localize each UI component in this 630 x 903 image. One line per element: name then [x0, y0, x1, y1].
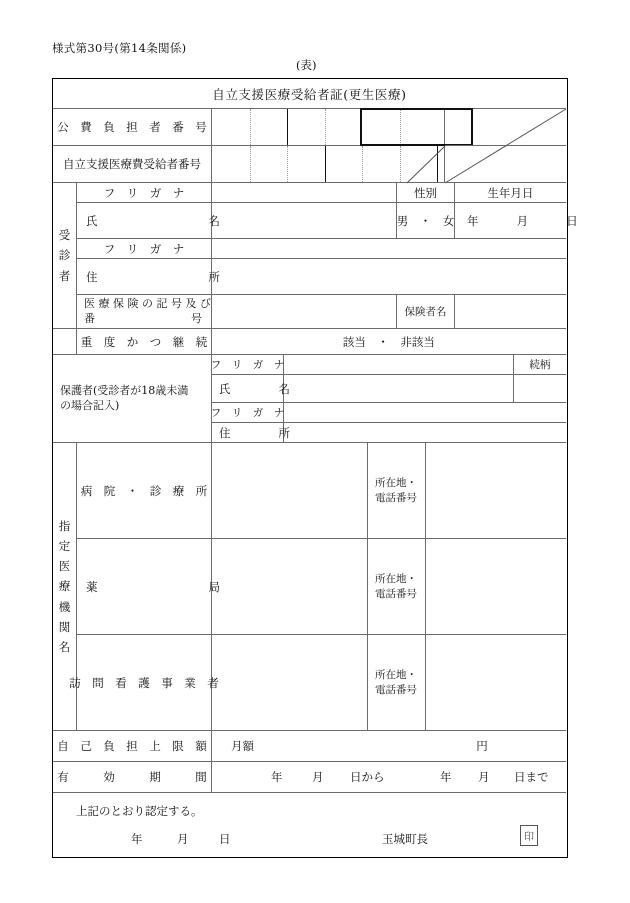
institution-pharmacy-addr-label: 所在地・ 電話番号 [375, 573, 417, 600]
guardian-address-furigana-label: フ リ ガ ナ [210, 407, 285, 419]
patient-insurer-label-cell [397, 295, 455, 329]
validity-label-cell [53, 762, 212, 793]
patient-furigana-label-cell [77, 183, 212, 203]
patient-name-input[interactable] [212, 203, 397, 239]
patient-insurer-input[interactable] [455, 295, 566, 329]
copay-monthly-label: 月額 [231, 739, 254, 753]
public-payer-label: 公 費 負 担 者 番 号 [57, 120, 207, 134]
issuer-name: 玉城町長 [382, 832, 428, 846]
patient-address-label: 住 所 [86, 269, 220, 284]
seal-text: 印 [524, 832, 534, 843]
guardian-address-label: 住 所 [219, 425, 290, 440]
patient-section-label [53, 183, 77, 329]
institution-nursing-name-input[interactable] [212, 635, 368, 731]
severe-value: 該当 ・ 非該当 [342, 334, 435, 349]
guardian-name-input[interactable] [284, 375, 514, 403]
recipient-number-void-slash [212, 146, 445, 183]
guardian-address-label-cell [212, 423, 290, 443]
validity-from-day: 日から [350, 770, 385, 784]
validity-to-year: 年 [440, 770, 452, 784]
guardian-name-label-cell [212, 375, 290, 403]
patient-birth-units: 年 月 日 [467, 213, 578, 228]
institution-nursing-addr-label-cell [368, 635, 426, 731]
patient-furigana-label: フ リ ガ ナ [103, 185, 185, 200]
void-area-diagonal [445, 109, 566, 183]
institution-hospital-addr-label: 所在地・ 電話番号 [375, 477, 417, 504]
patient-name-label: 氏 名 [86, 213, 220, 228]
severe-label-cell [77, 329, 212, 355]
patient-gender-value: 男 ・ 女 [396, 213, 455, 228]
form-number: 様式第30号(第14条関係) [52, 41, 187, 55]
severe-choice[interactable] [212, 329, 566, 355]
severe-label: 重 度 か つ 継 続 [80, 334, 208, 349]
guardian-relation-header-cell [514, 355, 566, 375]
institution-pharmacy-name-input[interactable] [212, 539, 368, 635]
document-title: 自立支援医療受給者証(更生医療) [212, 86, 407, 102]
institution-hospital-addr-label-cell [368, 443, 426, 539]
certify-text: 上記のとおり認定する。 [76, 804, 203, 818]
guardian-relation-input[interactable] [514, 375, 566, 403]
guardian-section-label-cell [53, 355, 212, 443]
validity-label: 有 効 期 間 [57, 770, 207, 784]
patient-address-furigana-label: フ リ ガ ナ [103, 241, 185, 256]
institution-pharmacy-label-cell [77, 539, 220, 635]
patient-birth-input[interactable] [455, 203, 578, 239]
guardian-section-label: 保護者(受診者が18歳未満 の場合記入) [60, 383, 189, 412]
copay-unit-label: 円 [476, 739, 488, 753]
patient-address-furigana-label-cell [77, 239, 212, 259]
guardian-address-furigana-input[interactable] [284, 403, 566, 423]
recipient-number-digits[interactable] [212, 146, 445, 183]
patient-gender-header-cell [397, 183, 455, 203]
side-marker: (表) [296, 58, 317, 72]
patient-section-label-tail [53, 329, 77, 355]
certificate-table [52, 78, 578, 858]
institution-pharmacy-label: 薬 局 [86, 579, 220, 594]
recipient-number-label-cell [53, 146, 212, 183]
patient-insurer-label: 保険者名 [404, 306, 447, 318]
seal-box [520, 825, 538, 846]
patient-insurance-input[interactable] [212, 295, 397, 329]
validity-to-day: 日まで [514, 770, 549, 784]
public-payer-label-cell [53, 109, 212, 146]
patient-insurance-label-cell [77, 295, 212, 329]
validity-to-month: 月 [478, 770, 490, 784]
institution-nursing-addr-input[interactable] [426, 635, 566, 731]
copay-label-cell [53, 731, 212, 762]
patient-birth-header-cell [455, 183, 566, 203]
guardian-address-furigana-label-cell [212, 403, 284, 423]
copay-input[interactable] [212, 731, 566, 762]
institution-hospital-label: 病 院 ・ 診 療 所 [80, 483, 208, 498]
institution-nursing-label-cell [69, 635, 219, 731]
certify-date-year: 年 [131, 832, 143, 846]
institution-hospital-addr-input[interactable] [426, 443, 566, 539]
institution-hospital-name-input[interactable] [212, 443, 368, 539]
institution-pharmacy-addr-input[interactable] [426, 539, 566, 635]
guardian-name-label: 氏 名 [219, 381, 290, 396]
guardian-relation-header: 続柄 [529, 359, 551, 371]
guardian-furigana-input[interactable] [284, 355, 514, 375]
patient-address-furigana-input[interactable] [212, 239, 566, 259]
certify-date-day: 日 [219, 832, 231, 846]
recipient-number-label: 自立支援医療費受給者番号 [63, 157, 201, 171]
patient-gender-header: 性別 [414, 185, 437, 200]
institution-hospital-label-cell [77, 443, 212, 539]
patient-insurance-label: 医 療 保 険 の 記 号 及 び 番 号 [84, 296, 211, 325]
public-payer-digits[interactable] [212, 109, 445, 146]
guardian-furigana-label: フ リ ガ ナ [210, 359, 285, 371]
patient-address-label-cell [77, 259, 220, 295]
patient-furigana-input[interactable] [212, 183, 397, 203]
institution-nursing-addr-label: 所在地・ 電話番号 [375, 669, 417, 696]
patient-section-label-text: 受 診 者 [58, 228, 71, 283]
validity-from-year: 年 [271, 770, 283, 784]
patient-name-label-cell [77, 203, 220, 239]
guardian-address-input[interactable] [284, 423, 566, 443]
validity-from-month: 月 [312, 770, 324, 784]
patient-birth-header: 生年月日 [487, 185, 534, 200]
patient-address-input[interactable] [212, 259, 566, 295]
title-row [53, 79, 566, 109]
institutions-section-label-text: 指 定 医 療 機 関 名 [58, 519, 71, 654]
institution-pharmacy-addr-label-cell [368, 539, 426, 635]
patient-gender-choice[interactable] [397, 203, 455, 239]
institution-nursing-label: 訪 問 看 護 事 業 者 [69, 675, 219, 690]
certify-date-month: 月 [177, 832, 189, 846]
validity-input[interactable] [212, 762, 566, 793]
certification-block [53, 793, 566, 856]
copay-label: 自 己 負 担 上 限 額 [57, 739, 207, 753]
guardian-furigana-label-cell [212, 355, 284, 375]
patient-insurance-label-line2: 番 号 [84, 311, 202, 325]
